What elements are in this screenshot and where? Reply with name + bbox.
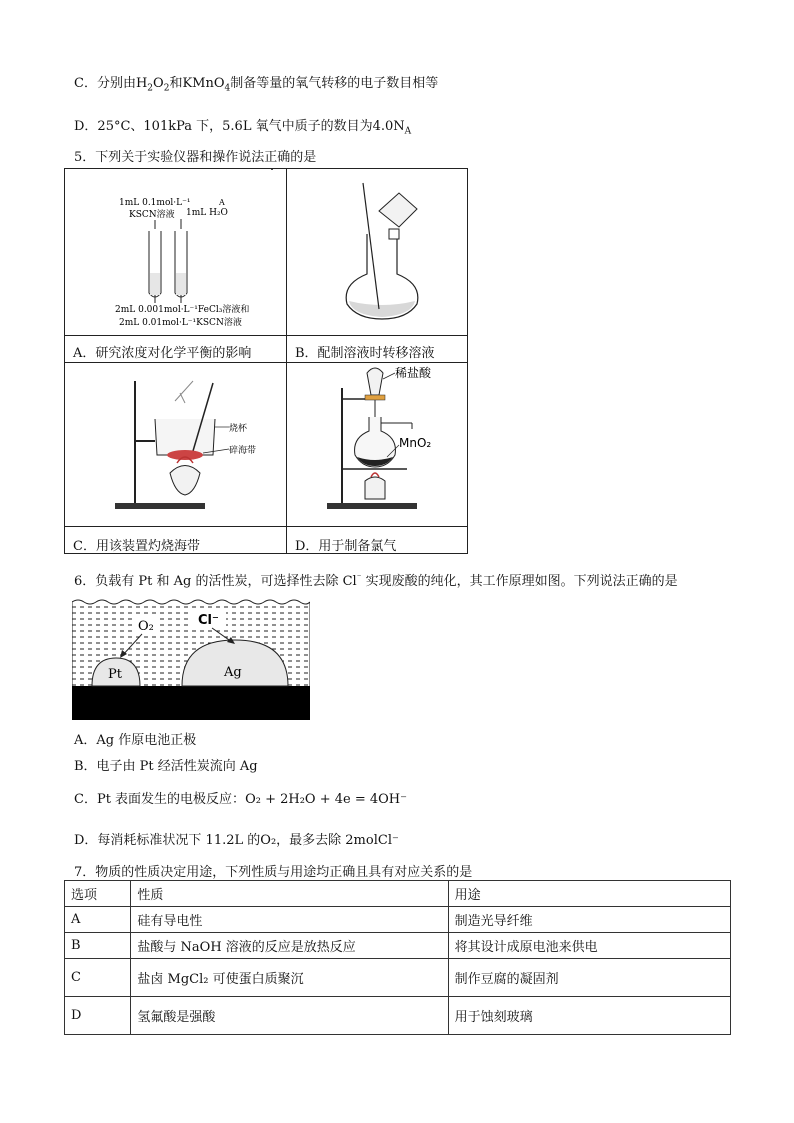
table-row <box>65 881 731 907</box>
table-cell: 盐酸与 NaOH 溶液的反应是放热反应 <box>131 933 448 959</box>
table-cell: 氢氟酸是强酸 <box>131 997 448 1035</box>
fig-a-bottom1: 2mL 0.001mol·L⁻¹FeCl₃溶液和 <box>115 305 250 315</box>
table-cell: 硅有导电性 <box>131 907 448 933</box>
fig-c-label1: 烧杯 <box>229 424 248 434</box>
q6-stem: 6．负载有 Pt 和 Ag 的活性炭，可选择性去除 Cl⁻ 实现废酸的纯化，其工作原理如图。下列说法正确的是 <box>74 572 678 589</box>
fig-d-label1: 稀盐酸 <box>395 366 432 380</box>
caption-d: D．用于制备氯气 <box>295 539 397 554</box>
q5-figure-b <box>287 169 468 335</box>
q4-option-c: C．分别由$H_2O_2$和KMnO$_4$制备等量的氧气转移的电子数目相等 <box>74 76 439 94</box>
q6-option-d: D．每消耗标准状况下 11.2L 的O₂，最多去除 2molCl⁻ <box>74 833 399 848</box>
q6-option-b: B．电子由 Pt 经活性炭流向 Ag <box>74 759 258 774</box>
fig-a-label1: 1mL 0.1mol·L⁻¹ <box>119 198 191 208</box>
q7-table <box>64 880 731 1035</box>
table-row <box>65 997 731 1035</box>
q5-figure-a <box>65 169 286 335</box>
q6-cl-label: Cl⁻ <box>198 613 219 628</box>
q5-figure-c <box>65 363 286 526</box>
q7-stem: 7．物质的性质决定用途，下列性质与用途均正确且具有对应关系的是 <box>74 865 473 880</box>
table-row <box>65 933 731 959</box>
table-header: 性质 <box>131 881 448 907</box>
table-cell: A <box>65 907 131 933</box>
fig-a-label2: 1mL H₂O <box>186 208 228 218</box>
q6-ag-label: Ag <box>224 665 242 680</box>
q6-figure <box>72 598 310 720</box>
q6-o2-label: O₂ <box>138 619 154 634</box>
table-cell: 制作豆腐的凝固剂 <box>448 959 730 997</box>
caption-b: B．配制溶液时转移溶液 <box>295 346 435 361</box>
table-cell: 盐卤 MgCl₂ 可使蛋白质聚沉 <box>131 959 448 997</box>
fig-c-label2: 碎海带 <box>229 446 257 456</box>
q5-stem: 5．下列关于实验仪器和操作说法正确的是 <box>74 150 317 165</box>
q5-figure-d <box>287 363 468 526</box>
fig-a-bottom2: 2mL 0.01mol·L⁻¹KSCN溶液 <box>119 318 242 328</box>
table-cell: B <box>65 933 131 959</box>
caption-c: C．用该装置灼烧海带 <box>73 539 200 554</box>
q5-figure-grid <box>64 168 468 554</box>
fig-d-label2: MnO₂ <box>399 436 432 450</box>
q4-option-d: D．25°C、101kPa 下，5.6L 氧气中质子的数目为$4.0N_A$ <box>74 119 412 137</box>
table-header: 用途 <box>448 881 730 907</box>
table-cell: 制造光导纤维 <box>448 907 730 933</box>
table-row <box>65 959 731 997</box>
table-header: 选项 <box>65 881 131 907</box>
table-cell: 用于蚀刻玻璃 <box>448 997 730 1035</box>
table-cell: C <box>65 959 131 997</box>
table-cell: D <box>65 997 131 1035</box>
q6-option-c: C．Pt 表面发生的电极反应：O₂ + 2H₂O + 4e = 4OH⁻ <box>74 792 407 807</box>
fig-a-letter: A <box>219 198 225 207</box>
table-row <box>65 907 731 933</box>
table-cell: 将其设计成原电池来供电 <box>448 933 730 959</box>
q6-option-a: A．Ag 作原电池正极 <box>74 733 197 748</box>
fig-a-label1b: KSCN溶液 <box>129 210 175 220</box>
caption-a: A．研究浓度对化学平衡的影响 <box>73 346 252 361</box>
q6-pt-label: Pt <box>108 667 122 682</box>
